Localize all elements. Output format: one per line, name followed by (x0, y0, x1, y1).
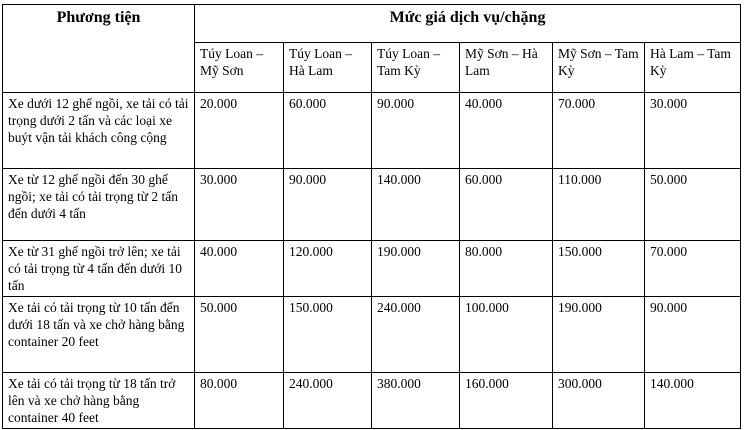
price-cell: 90.000 (645, 297, 741, 373)
price-table-container (2, 4, 740, 428)
price-cell: 140.000 (645, 373, 741, 429)
price-cell: 190.000 (372, 241, 460, 297)
header-row-1 (3, 5, 741, 43)
route-header: Túy Loan – Mỹ Sơn (195, 43, 284, 93)
price-cell: 90.000 (284, 169, 372, 241)
price-cell: 240.000 (284, 373, 372, 429)
route-header: Hà Lam – Tam Kỳ (645, 43, 741, 93)
table-row (3, 93, 741, 169)
vehicle-cell: Xe dưới 12 ghế ngồi, xe tải có tải trọng dưới 2 tấn và các loại xe buýt vận tải khách công cộng (3, 93, 195, 169)
vehicle-cell: Xe tải có tải trọng từ 18 tấn trở lên và xe chở hàng bằng container 40 feet (3, 373, 195, 429)
price-cell: 120.000 (284, 241, 372, 297)
price-cell: 50.000 (195, 297, 284, 373)
price-cell: 40.000 (460, 93, 553, 169)
price-cell: 160.000 (460, 373, 553, 429)
price-cell: 150.000 (284, 297, 372, 373)
price-cell: 80.000 (460, 241, 553, 297)
price-cell: 80.000 (195, 373, 284, 429)
route-header: Túy Loan – Hà Lam (284, 43, 372, 93)
table-row (3, 169, 741, 241)
price-cell: 150.000 (553, 241, 645, 297)
vehicle-cell: Xe tải có tải trọng từ 10 tấn đến dưới 18 tấn và xe chở hàng bằng container 20 feet (3, 297, 195, 373)
price-cell: 30.000 (645, 93, 741, 169)
price-cell: 100.000 (460, 297, 553, 373)
price-cell: 240.000 (372, 297, 460, 373)
route-header: Túy Loan – Tam Kỳ (372, 43, 460, 93)
price-cell: 300.000 (553, 373, 645, 429)
table-row (3, 241, 741, 297)
price-cell: 380.000 (372, 373, 460, 429)
price-cell: 70.000 (553, 93, 645, 169)
table-row (3, 373, 741, 429)
price-cell: 110.000 (553, 169, 645, 241)
price-cell: 190.000 (553, 297, 645, 373)
toll-price-table (2, 4, 741, 429)
vehicle-cell: Xe từ 12 ghế ngồi đến 30 ghế ngồi; xe tải có tải trọng từ 2 tấn đến dưới 4 tấn (3, 169, 195, 241)
price-cell: 30.000 (195, 169, 284, 241)
header-price: Mức giá dịch vụ/chặng (195, 5, 741, 43)
price-cell: 40.000 (195, 241, 284, 297)
route-header: Mỹ Sơn – Hà Lam (460, 43, 553, 93)
price-cell: 70.000 (645, 241, 741, 297)
route-header: Mỹ Sơn – Tam Kỳ (553, 43, 645, 93)
price-cell: 90.000 (372, 93, 460, 169)
price-cell: 60.000 (284, 93, 372, 169)
price-cell: 60.000 (460, 169, 553, 241)
header-vehicle: Phương tiện (3, 5, 195, 93)
price-cell: 20.000 (195, 93, 284, 169)
price-cell: 140.000 (372, 169, 460, 241)
price-cell: 50.000 (645, 169, 741, 241)
vehicle-cell: Xe từ 31 ghế ngồi trở lên; xe tải có tải trọng từ 4 tấn đến dưới 10 tấn (3, 241, 195, 297)
table-row (3, 297, 741, 373)
